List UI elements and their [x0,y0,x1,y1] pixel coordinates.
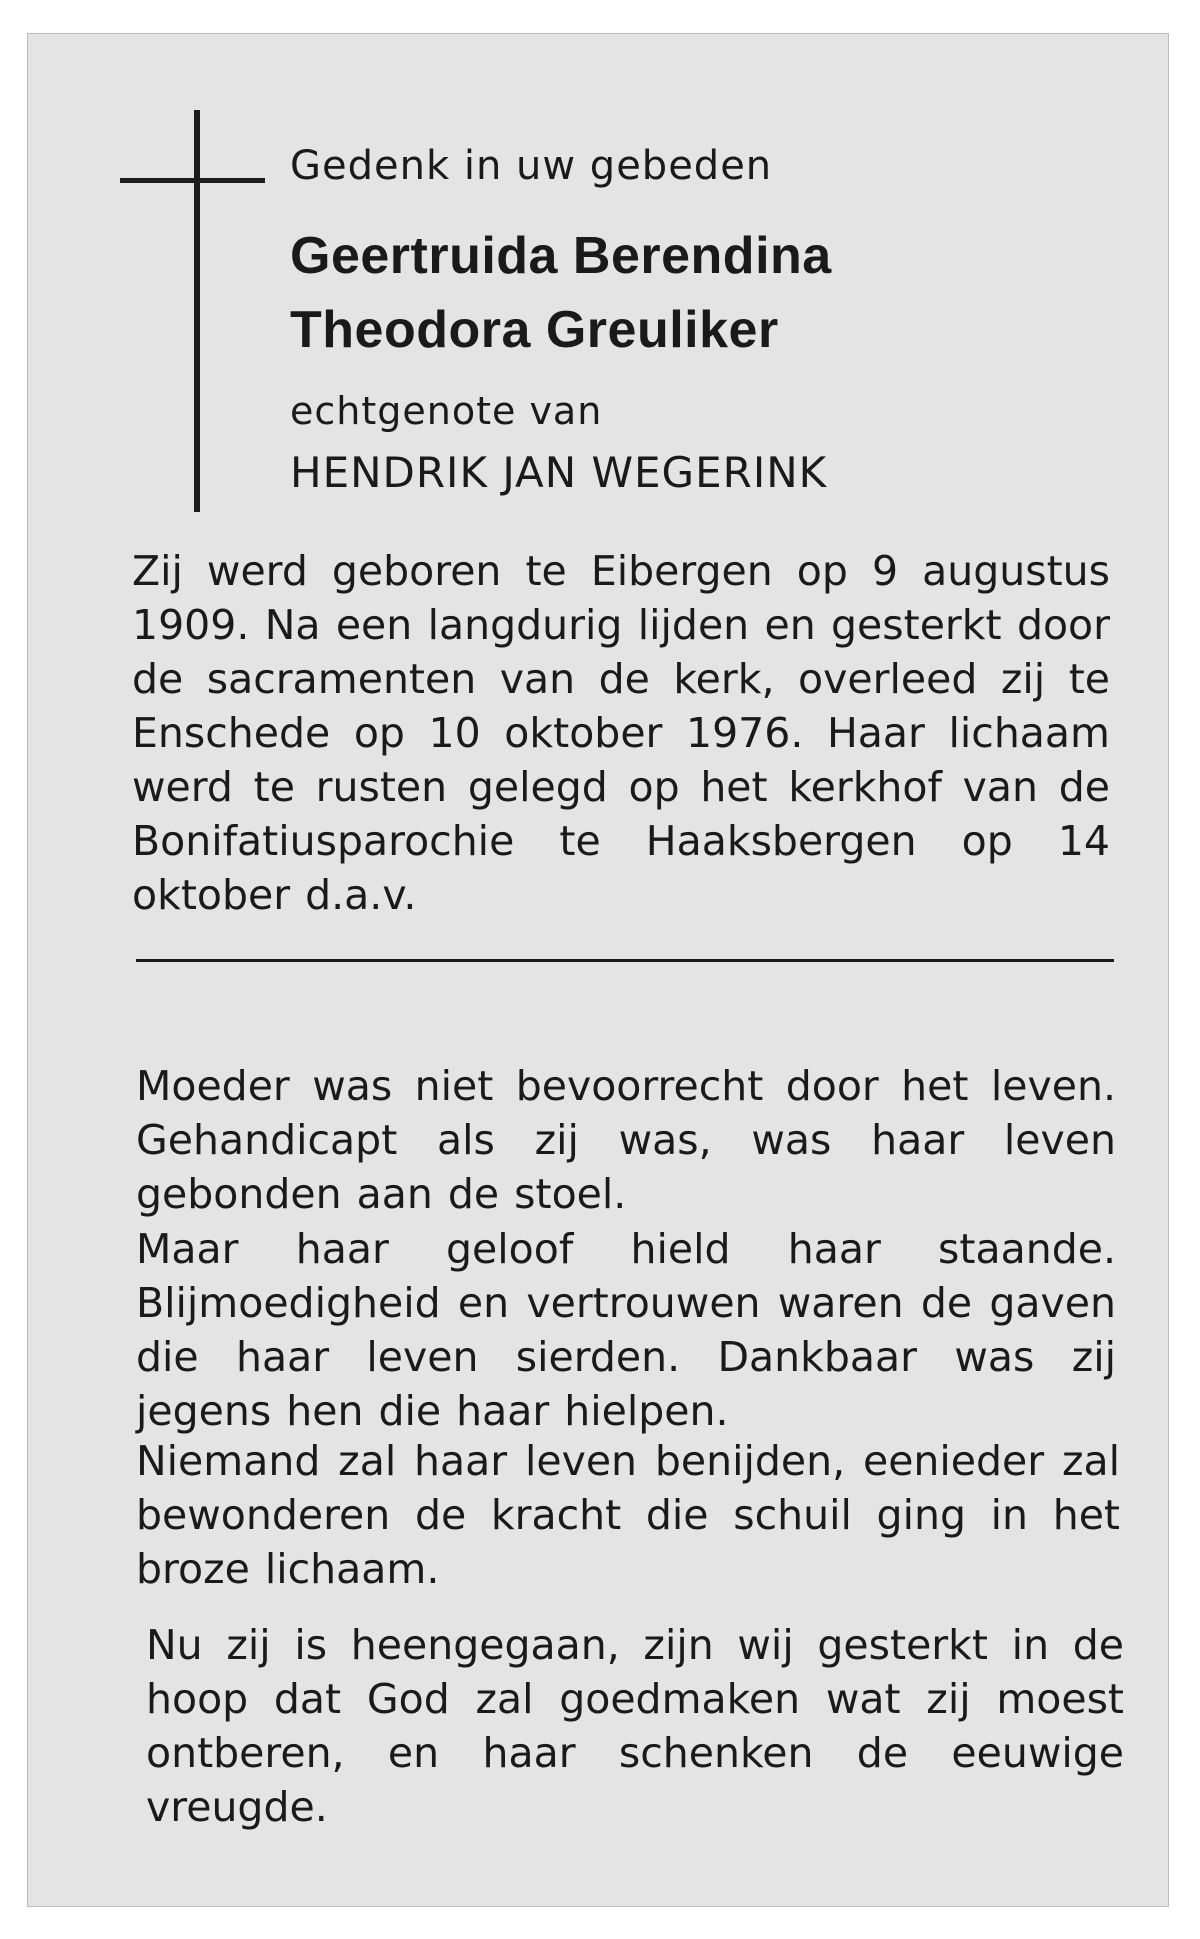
deceased-name-line1: Geertruida Berendina [290,227,832,285]
tribute-paragraph-2: Maar haar geloof hield haar staande. Blijmoedigheid en vertrouwen waren de gaven die haar leven sierden. Dankbaar was zij jegens hen die haar hielpen. [136,1225,1116,1435]
memorial-card [28,34,1168,1906]
remembrance-heading: Gedenk in uw gebeden [290,143,773,189]
biography-paragraph: Zij werd geboren te Eibergen op 9 augustus 1909. Na een langdurig lijden en gesterkt door de sacramenten van de kerk, overleed zij te Enschede op 10 oktober 1976. Haar lichaam werd te rusten gelegd op het kerkhof van de Bonifatiusparochie te Haaksbergen op 14 oktober d.a.v. [132,547,1110,919]
divider-line [136,959,1114,962]
tribute-paragraph-3: Niemand zal haar leven benijden, eenieder zal bewonderen de kracht die schuil ging in het broze lichaam. [136,1437,1120,1593]
deceased-name-line2: Theodora Greuliker [290,301,779,359]
spouse-name: HENDRIK JAN WEGERINK [290,448,828,497]
tribute-paragraph-4: Nu zij is heengegaan, zijn wij gesterkt in de hoop dat God zal goedmaken wat zij moest ontberen, en haar schenken de eeuwige vreugde. [146,1621,1124,1831]
tribute-paragraph-1: Moeder was niet bevoorrecht door het leven. Gehandicapt als zij was, was haar leven gebonden aan de stoel. [136,1062,1116,1218]
spouse-label: echtgenote van [290,389,603,433]
cross-icon-bar [120,178,265,183]
cross-icon [194,110,200,512]
